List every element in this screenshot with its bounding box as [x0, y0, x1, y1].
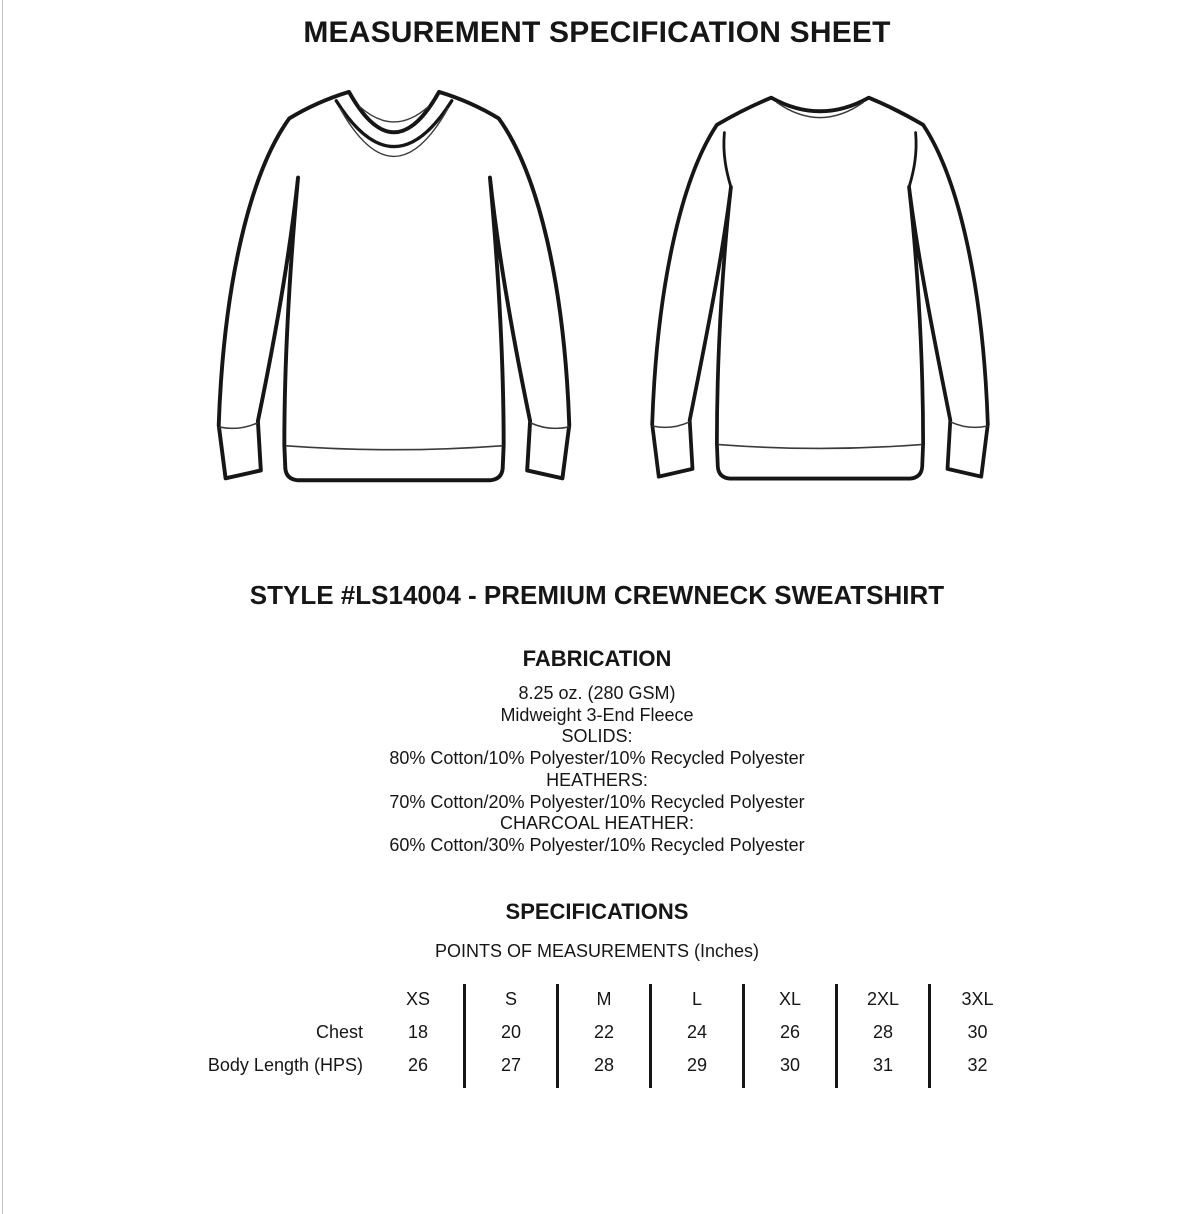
- body-length-value-s: 27: [466, 1050, 559, 1088]
- fabrication-section: [0, 646, 1194, 857]
- body-length-value-3xl: 32: [967, 1055, 988, 1075]
- fabrication-line-solids-content: 80% Cotton/10% Polyester/10% Recycled Polyester: [389, 748, 805, 769]
- fabrication-line-heathers-content: 70% Cotton/20% Polyester/10% Recycled Polyester: [389, 791, 805, 812]
- chest-value-m: 22: [559, 1017, 652, 1050]
- size-column-header-xl: XL: [745, 984, 838, 1017]
- size-column-header-3xl: 3XL: [961, 989, 994, 1009]
- fabrication-line-charcoal-label: CHARCOAL HEATHER:: [499, 813, 695, 834]
- front-body-outline: [219, 92, 570, 480]
- body-length-value-xl: 30: [745, 1050, 838, 1088]
- size-measurement-table: [180, 984, 1024, 1088]
- row-label-body-length: Body Length (HPS): [207, 1055, 363, 1075]
- chest-value-l: 24: [652, 1017, 745, 1050]
- chest-value-3xl: 30: [967, 1022, 988, 1042]
- size-header-spacer: [180, 984, 373, 1017]
- chest-value-2xl: 28: [838, 1017, 931, 1050]
- back-body-outline: [652, 98, 988, 479]
- size-column-header-s: S: [466, 984, 559, 1017]
- garment-front-view: [206, 82, 582, 500]
- points-of-measurements-subheading: POINTS OF MEASUREMENTS (Inches): [434, 941, 760, 961]
- chest-value-s: 20: [466, 1017, 559, 1050]
- fabrication-line-weight: 8.25 oz. (280 GSM): [518, 683, 676, 703]
- fabrication-line-fleece: Midweight 3-End Fleece: [500, 704, 694, 725]
- fabrication-line-heathers-label: HEATHERS:: [546, 769, 648, 790]
- fabrication-line-solids-label: SOLIDS:: [561, 726, 633, 747]
- size-column-header-2xl: 2XL: [838, 984, 931, 1017]
- row-label-chest: Chest: [315, 1022, 363, 1042]
- size-column-header-l: L: [652, 984, 745, 1017]
- chest-value-xs: 18: [373, 1017, 466, 1050]
- body-length-value-2xl: 31: [838, 1050, 931, 1088]
- style-heading: STYLE #LS14004 - PREMIUM CREWNECK SWEATSHIRT: [249, 580, 945, 610]
- body-length-value-l: 29: [652, 1050, 745, 1088]
- page-title: MEASUREMENT SPECIFICATION SHEET: [303, 16, 891, 49]
- size-column-header-m: M: [559, 984, 652, 1017]
- fabrication-line-charcoal-content: 60% Cotton/30% Polyester/10% Recycled Polyester: [389, 834, 805, 855]
- chest-value-xl: 26: [745, 1017, 838, 1050]
- body-length-value-xs: 26: [373, 1050, 466, 1088]
- garment-back-view: [640, 86, 1000, 498]
- size-column-header-xs: XS: [373, 984, 466, 1017]
- fabrication-heading: FABRICATION: [522, 646, 672, 671]
- body-length-value-m: 28: [559, 1050, 652, 1088]
- specifications-heading: SPECIFICATIONS: [505, 899, 689, 924]
